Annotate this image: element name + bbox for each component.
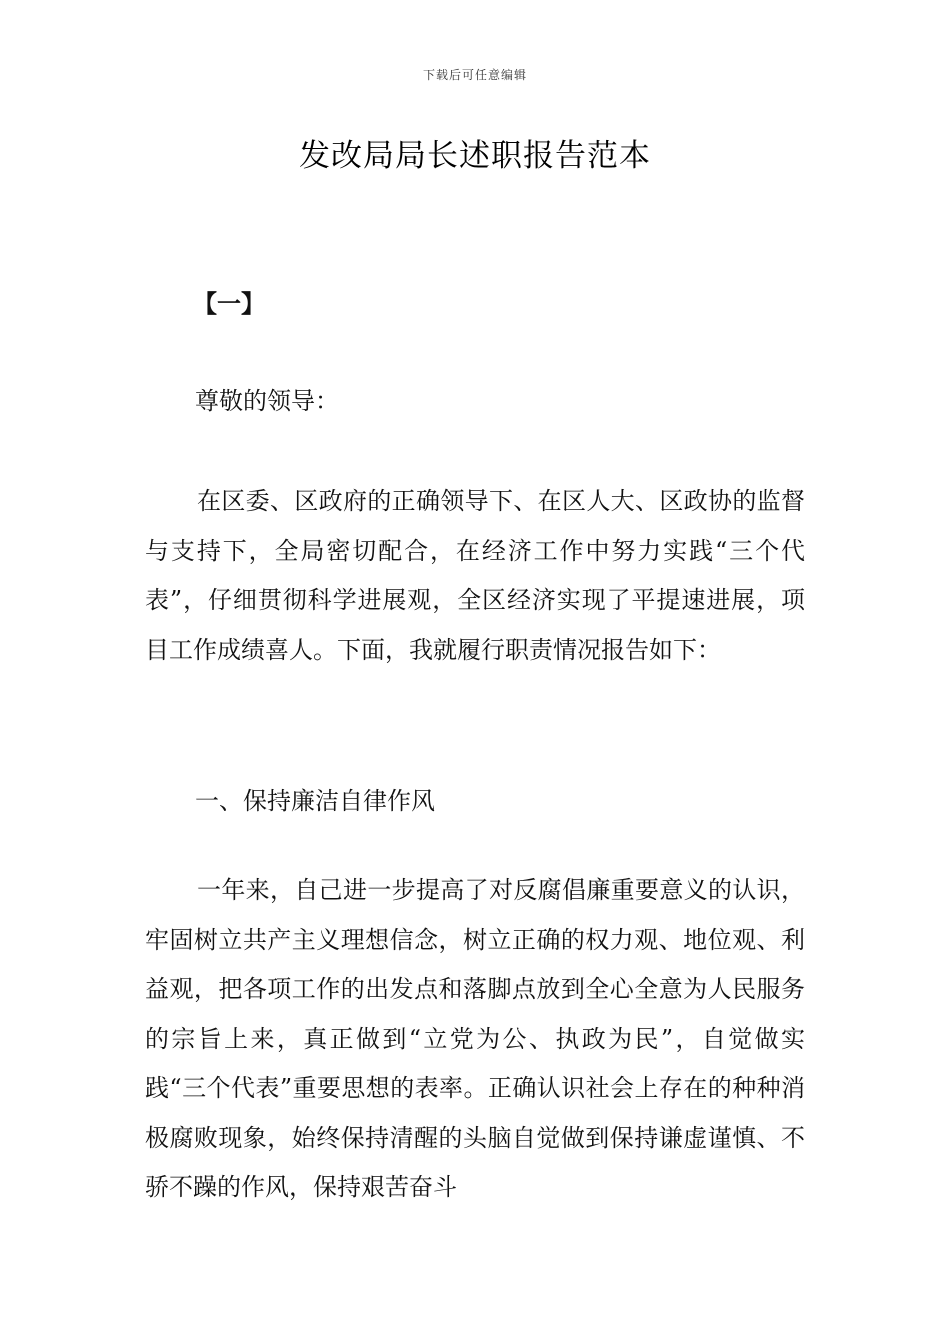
- salutation: 尊敬的领导：: [195, 387, 339, 415]
- section-body-paragraph: 一年来，自己进一步提高了对反腐倡廉重要意义的认识，牢固树立共产主义理想信念，树立正确的权力观、地位观、利益观，把各项工作的出发点和落脚点放到全心全意为人民服务的宗旨上来，真正做到“立党为公、执政为民”，自觉做实践“三个代表”重要思想的表率。正确认识社会上存在的种种消极腐败现象，始终保持清醒的头脑自觉做到保持谦虚谨慎、不骄不躁的作风，保持艰苦奋斗: [145, 876, 805, 1201]
- document-title: 发改局局长述职报告范本: [299, 138, 651, 174]
- section-heading: 一、保持廉洁自律作风: [195, 787, 435, 815]
- intro-paragraph: 在区委、区政府的正确领导下、在区人大、区政协的监督与支持下，全局密切配合，在经济工作中努力实践“三个代表”，仔细贯彻科学进展观，全区经济实现了平提速进展，项目工作成绩喜人。下面，我就履行职责情况报告如下：: [145, 487, 805, 664]
- header-note: 下载后可任意编辑: [422, 68, 527, 82]
- section-marker: 【一】: [193, 290, 265, 318]
